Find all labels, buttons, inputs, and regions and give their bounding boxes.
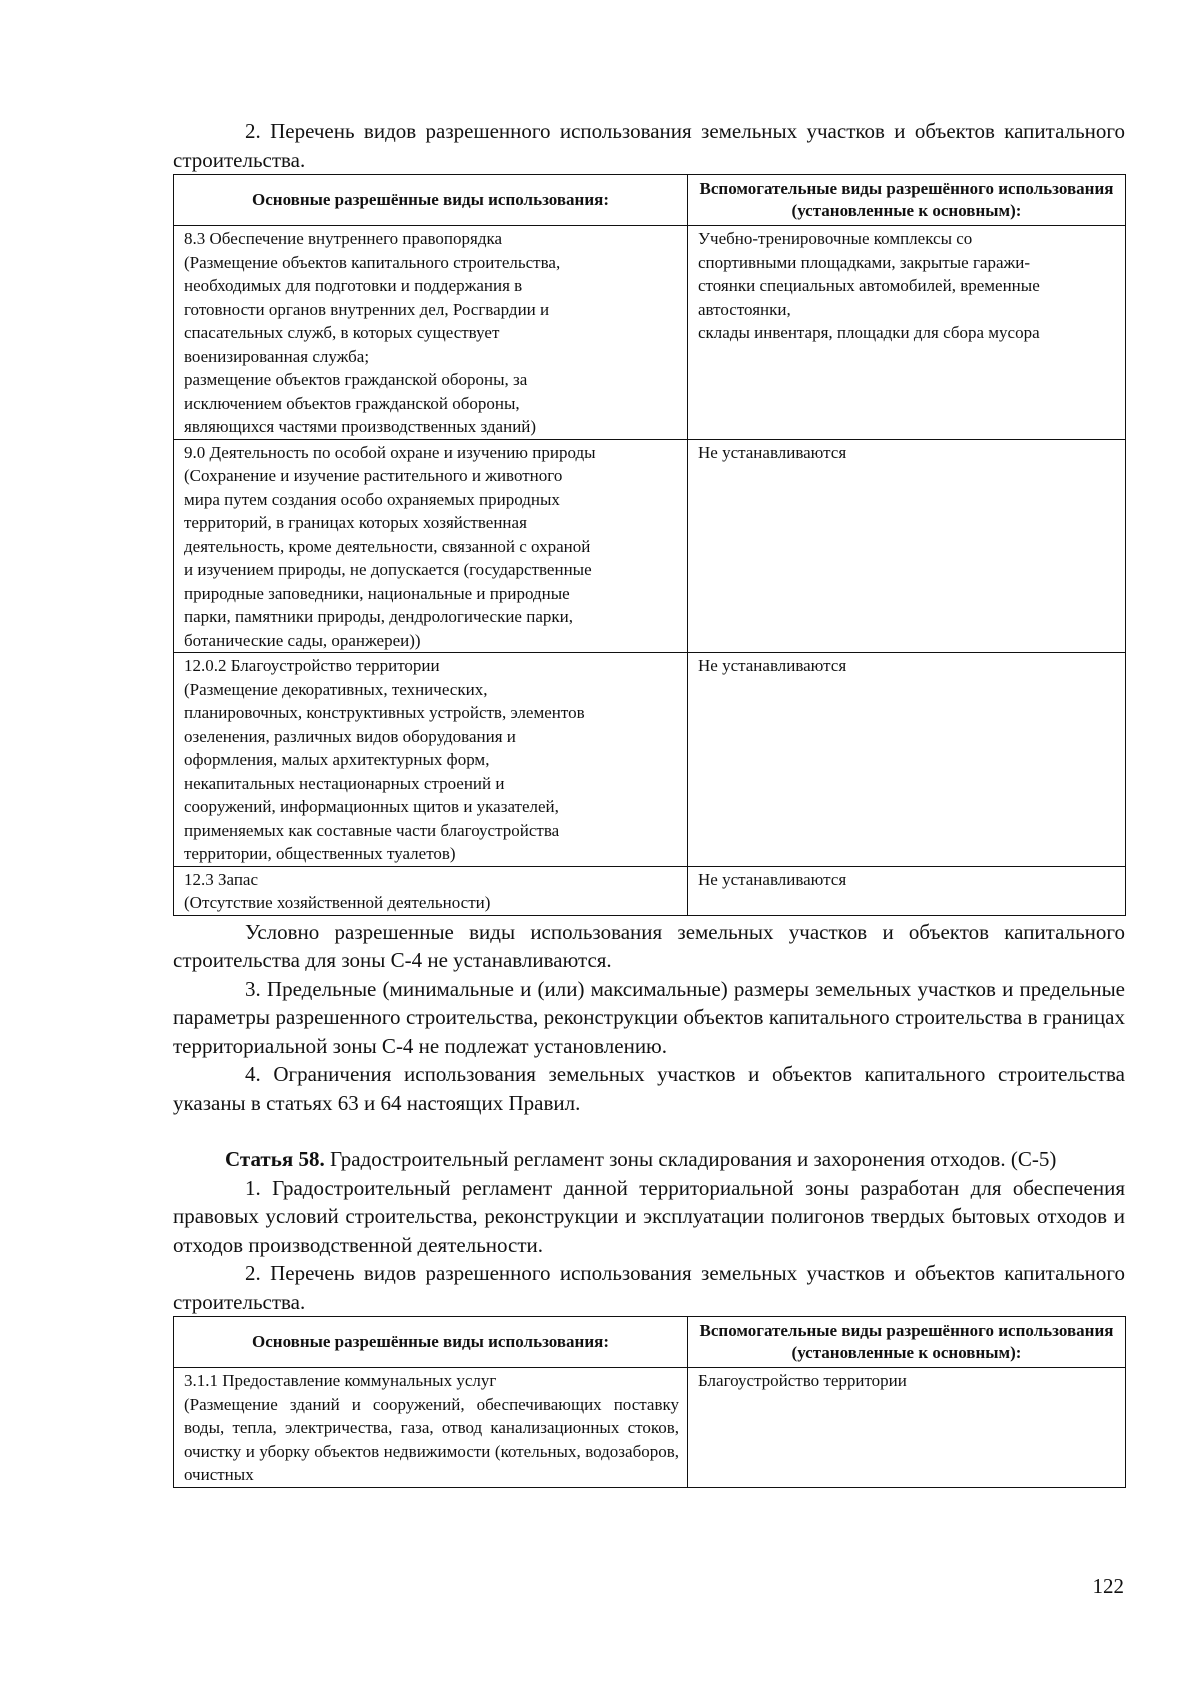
- cell-line: территорий, в границах которых хозяйственная: [184, 513, 527, 532]
- cell-line: военизированная служба;: [184, 346, 370, 366]
- cell-line: 3.1.1 Предоставление коммунальных услуг: [184, 1371, 497, 1390]
- cell-line: применяемых как составные части благоустройства: [184, 820, 560, 840]
- cell-line: склады инвентаря, площадки для сбора мусора: [698, 323, 1040, 342]
- cell-line: (Размещение декоративных, технических,: [184, 679, 488, 699]
- cell-line: 9.0 Деятельность по особой охране и изучению природы: [184, 442, 596, 462]
- header-aux-uses: Вспомогательные виды разрешённого использования (установленные к основным):: [688, 1317, 1126, 1368]
- cell-aux: [688, 866, 1126, 915]
- cell-main: [174, 866, 688, 915]
- cell-line: исключением объектов гражданской обороны,: [184, 393, 520, 413]
- article-heading: [173, 1145, 1125, 1174]
- cell-line: природные заповедники, национальные и природные: [184, 583, 570, 603]
- table-row: [174, 653, 1126, 867]
- cell-line: автостоянки,: [698, 299, 791, 319]
- cell-line: Не устанавливаются: [698, 442, 847, 462]
- restrictions-paragraph: 4. Ограничения использования земельных участков и объектов капитального строительства указаны в статьях 63 и 64 настоящих Правил.: [173, 1062, 1125, 1115]
- cell-line: Учебно-тренировочные комплексы со: [698, 229, 973, 248]
- cell-main: [174, 1368, 688, 1488]
- conditional-uses-paragraph: Условно разрешенные виды использования земельных участков и объектов капитального строительства для зоны С-4 не устанавливаются.: [173, 919, 1125, 972]
- cell-line: некапитальных нестационарных строений и: [184, 773, 505, 793]
- regulation-paragraph: 1. Градостроительный регламент данной территориальной зоны разработан для обеспечения правовых условий строительства, реконструкции и эксплуатации полигонов твердых бытовых отходов и отходов производственной деятельности.: [173, 1175, 1125, 1257]
- header-main-uses: Основные разрешённые виды использования:: [174, 1317, 688, 1368]
- cell-line: (Размещение объектов капитального строительства,: [184, 252, 561, 272]
- cell-aux: [688, 653, 1126, 867]
- limits-paragraph: 3. Предельные (минимальные и (или) максимальные) размеры земельных участков и предельные параметры разрешенного строительства, реконструкции объектов капитального строительства в границах территориальной зоны С-4 не подлежат установлению.: [173, 976, 1125, 1058]
- article-title: Градостроительный регламент зоны складирования и захоронения отходов. (С-5): [324, 1147, 1057, 1171]
- cell-main: [174, 653, 688, 867]
- cell-line: планировочных, конструктивных устройств, элементов: [184, 703, 585, 722]
- cell-main: [174, 439, 688, 653]
- cell-main: [174, 226, 688, 440]
- cell-aux: [688, 439, 1126, 653]
- cell-line: Не устанавливаются: [698, 656, 847, 675]
- cell-line: являющихся частями производственных зданий): [184, 417, 537, 436]
- section-gap: [173, 1117, 1125, 1145]
- table-row: [174, 1368, 1126, 1488]
- table-row: [174, 866, 1126, 915]
- table-header-row: [174, 175, 1126, 226]
- table-row: [174, 439, 1126, 653]
- cell-aux: [688, 226, 1126, 440]
- cell-line: спортивными площадками, закрытые гаражи-: [698, 252, 1031, 272]
- cell-line: ботанические сады, оранжереи)): [184, 630, 421, 650]
- cell-line: деятельность, кроме деятельности, связанной с охраной: [184, 536, 591, 556]
- page-content: [173, 117, 1125, 1490]
- cell-line: парки, памятники природы, дендрологические парки,: [184, 607, 573, 626]
- intro-paragraph: 2. Перечень видов разрешенного использования земельных участков и объектов капитального строительства.: [173, 119, 1125, 172]
- cell-line: оформления, малых архитектурных форм,: [184, 750, 490, 769]
- header-aux-uses: Вспомогательные виды разрешённого использования (установленные к основным):: [688, 175, 1126, 226]
- cell-line: Благоустройство территории: [698, 1371, 907, 1390]
- cell-line: территории, общественных туалетов): [184, 844, 456, 863]
- cell-line: и изучением природы, не допускается (государственные: [184, 560, 592, 579]
- cell-line: сооружений, информационных щитов и указателей,: [184, 797, 559, 816]
- cell-line: необходимых для подготовки и поддержания в: [184, 276, 523, 295]
- cell-text: (Размещение зданий и сооружений, обеспечивающих поставку воды, тепла, электричества, газа, отвод канализационных стоков, очистку и уборку объектов недвижимости (котельных, водозаборов, очистных: [184, 1394, 679, 1484]
- header-main-uses: Основные разрешённые виды использования:: [174, 175, 688, 226]
- cell-line: стоянки специальных автомобилей, временные: [698, 276, 1040, 295]
- cell-line: 12.3 Запас: [184, 869, 259, 889]
- cell-line: спасательных служб, в которых существует: [184, 323, 500, 342]
- table-permitted-uses-c4: [173, 174, 1126, 916]
- cell-line: Не устанавливаются: [698, 869, 847, 889]
- list-intro-paragraph: 2. Перечень видов разрешенного использования земельных участков и объектов капитального строительства.: [173, 1261, 1125, 1314]
- table-permitted-uses-c5: [173, 1316, 1126, 1488]
- cell-line: мира путем создания особо охраняемых природных: [184, 489, 560, 509]
- cell-line: 8.3 Обеспечение внутреннего правопорядка: [184, 229, 503, 248]
- table-row: [174, 226, 1126, 440]
- cell-line: (Сохранение и изучение растительного и животного: [184, 466, 563, 485]
- cell-line: размещение объектов гражданской обороны, за: [184, 370, 528, 389]
- cell-line: озеленения, различных видов оборудования и: [184, 726, 516, 746]
- table-header-row: [174, 1317, 1126, 1368]
- cell-line: готовности органов внутренних дел, Росгвардии и: [184, 299, 550, 319]
- cell-line: (Отсутствие хозяйственной деятельности): [184, 893, 491, 912]
- cell-aux: [688, 1368, 1126, 1488]
- page-number: 122: [1092, 1574, 1124, 1598]
- article-label: Статья 58.: [225, 1147, 325, 1171]
- cell-line: 12.0.2 Благоустройство территории: [184, 656, 440, 675]
